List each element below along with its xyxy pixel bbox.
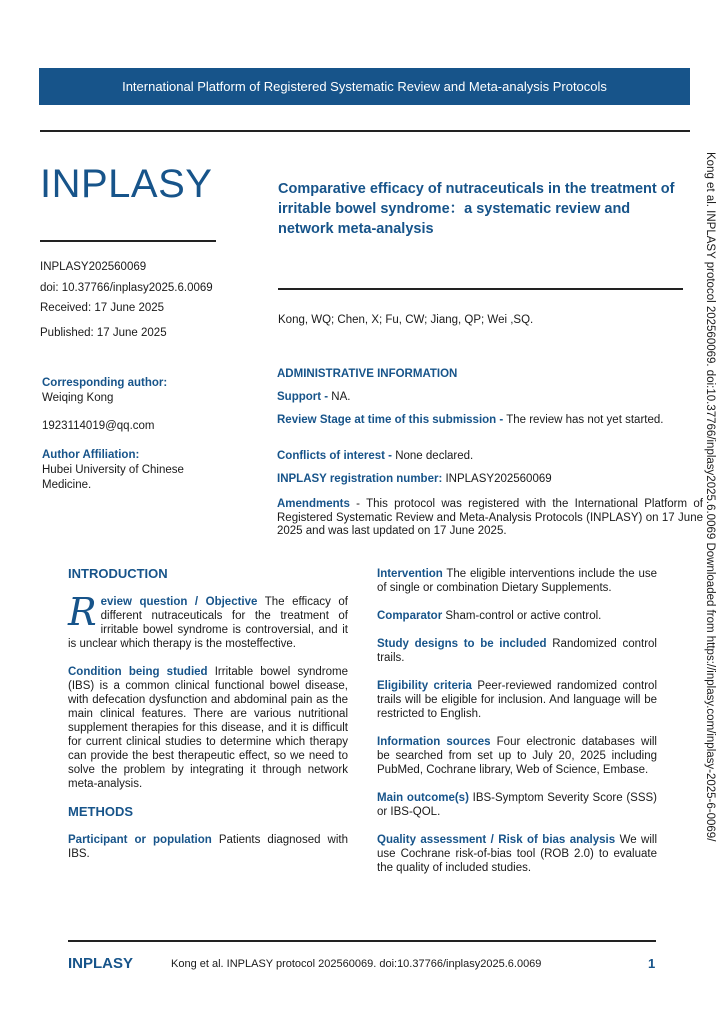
paper-title: Comparative efficacy of nutraceuticals in the treatment of irritable bowel syndrome：a systematic review and network meta-analysis — [278, 181, 675, 237]
left-column — [68, 567, 348, 861]
study-designs: Study designs to be included Randomized control trails. — [377, 638, 657, 664]
footer-divider — [68, 940, 656, 942]
inplasy-id: INPLASY202560069 — [40, 261, 147, 273]
quality-assessment: Quality assessment / Risk of bias analysis We will use Cochrane risk-of-bias tool (ROB 2.0) to evaluate the quality of included studies. — [377, 834, 658, 874]
comparator: Comparator Sham-control or active control. — [377, 610, 602, 622]
vertical-citation: Kong et al. INPLASY protocol 202560069. doi:10.37766/inplasy2025.6.0069 Downloaded from https://inplasy.com/inplasy-2025-6-0069/ — [704, 152, 716, 842]
brand-logo-text: INPLASY — [40, 162, 213, 206]
corresponding-author — [42, 376, 167, 434]
conflicts: Conflicts of interest - None declared. — [277, 450, 474, 462]
corresponding-label: Corresponding author: — [42, 377, 168, 389]
header-banner: International Platform of Registered Systematic Review and Meta-analysis Protocols — [39, 68, 690, 105]
review-question: Review question / Objective The efficacy of different nutraceuticals for the treatment of irritable bowel syndrome is controversial, and it is unclear which therapy is the mosteffective. — [68, 590, 348, 650]
dropcap: R — [68, 590, 97, 634]
received-date: Received: 17 June 2025 — [40, 302, 165, 314]
author-affiliation — [42, 448, 212, 493]
support-line: Support - NA. — [277, 391, 351, 403]
doi: doi: 10.37766/inplasy2025.6.0069 — [40, 282, 213, 294]
participants: Participant or population Patients diagnosed with IBS. — [68, 834, 348, 860]
affiliation-value: Hubei University of Chinese Medicine. — [42, 464, 184, 491]
title-divider — [278, 288, 683, 290]
corresponding-email[interactable]: 1923114019@qq.com — [42, 420, 155, 432]
information-sources: Information sources Four electronic databases will be searched from set up to July 20, 2025 including PubMed, Cochrane library, Web of Science, Embase. — [377, 736, 657, 776]
amendments: Amendments - This protocol was registered with the International Platform of Registered Systematic Review and Meta-Analysis Protocols (INPLASY) on 17 June 2025 and was last updated on 17 June 2025. — [277, 498, 703, 537]
authors: Kong, WQ; Chen, X; Fu, CW; Jiang, QP; Wei ,SQ. — [278, 314, 534, 326]
page-number: 1 — [648, 956, 656, 971]
registration-number: INPLASY registration number: INPLASY202560069 — [277, 473, 552, 485]
intervention: Intervention The eligible interventions include the use of single or combination Dietary Supplements. — [377, 568, 657, 594]
methods-heading: METHODS — [68, 804, 133, 819]
footer-citation: Kong et al. INPLASY protocol 202560069. doi:10.37766/inplasy2025.6.0069 — [171, 958, 542, 970]
brand-divider — [40, 240, 216, 242]
eligibility-criteria: Eligibility criteria Peer-reviewed randomized control trails will be eligible for inclusion. And language will be restricted to English. — [377, 680, 657, 720]
published-date: Published: 17 June 2025 — [40, 327, 167, 339]
condition-studied: Condition being studied Irritable bowel syndrome (IBS) is a common clinical functional bowel disease, with defecation dysfunction and abdominal pain as the main clinical features. There are various nutritional supplement therapies for this disease, and it is difficult for current clinical studies to determine which therapy can provide the best therapeutic effect, so we need to solve the problem by integrating it through network meta-analysis. — [68, 666, 348, 790]
footer-brand: INPLASY — [68, 955, 134, 972]
main-outcomes: Main outcome(s) IBS-Symptom Severity Score (SSS) or IBS-QOL. — [377, 792, 657, 818]
admin-heading: ADMINISTRATIVE INFORMATION — [277, 368, 458, 380]
right-column — [377, 567, 657, 875]
affiliation-label: Author Affiliation: — [42, 449, 140, 461]
corresponding-name: Weiqing Kong — [42, 392, 114, 404]
review-stage: Review Stage at time of this submission - The review has not yet started. — [277, 414, 664, 426]
introduction-heading: INTRODUCTION — [68, 566, 168, 581]
top-divider — [40, 130, 690, 132]
